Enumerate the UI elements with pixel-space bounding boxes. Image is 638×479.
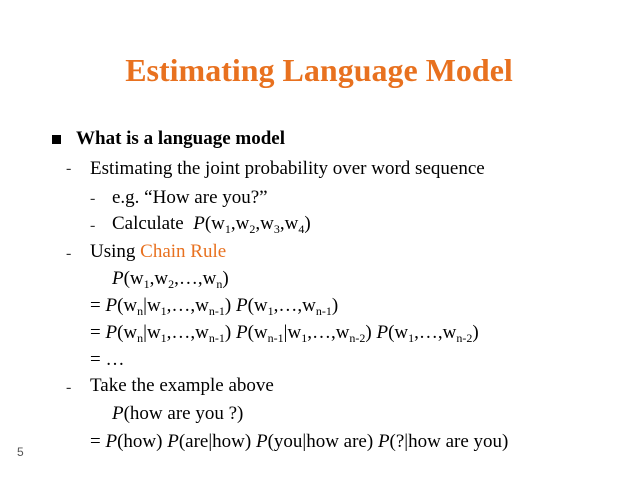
item-using-chain-rule xyxy=(90,241,226,263)
dash-marker: - xyxy=(66,160,72,177)
chain-rule-label: Chain Rule xyxy=(140,241,227,262)
using-label: Using xyxy=(90,241,136,262)
bullet-heading: What is a language model xyxy=(76,128,286,149)
formula-ellipsis: = … xyxy=(90,349,125,370)
page-number: 5 xyxy=(17,445,24,459)
calculate-label: Calculate xyxy=(112,213,184,234)
item-take-example: Take the example above xyxy=(90,375,274,396)
formula-joint: $P(w_1,w_2,\dots,w_n)$ xyxy=(112,268,229,291)
slide-title: Estimating Language Model xyxy=(125,52,513,88)
item-joint-probability: Estimating the joint probability over word sequence xyxy=(90,158,485,179)
item-calculate: Calculate $P(w_1,w_2,w_3,w_4)$ xyxy=(112,213,311,236)
dash-marker: - xyxy=(90,217,96,234)
formula-example-expanded: = P(how) P(are|how) P(you|how are) P(?|how are you) xyxy=(90,431,509,452)
formula-example: P(how are you ?) xyxy=(112,403,244,424)
dash-marker: - xyxy=(66,379,72,396)
item-example: e.g. “How are you?” xyxy=(112,187,268,208)
formula-step-1: = $P(w_n|w_1,\dots,w_{n-1})$ $P(w_1,\dots,w_{n-1})$ xyxy=(90,295,339,318)
dash-marker: - xyxy=(90,190,96,207)
square-bullet-icon xyxy=(52,135,61,144)
dash-marker: - xyxy=(66,245,72,262)
formula-step-2: = $P(w_n|w_1,\dots,w_{n-1})$ $P(w_{n-1}|w_1,\dots,w_{n-2})$ $P(w_1,\dots,w_{n-2})$ xyxy=(90,322,479,345)
